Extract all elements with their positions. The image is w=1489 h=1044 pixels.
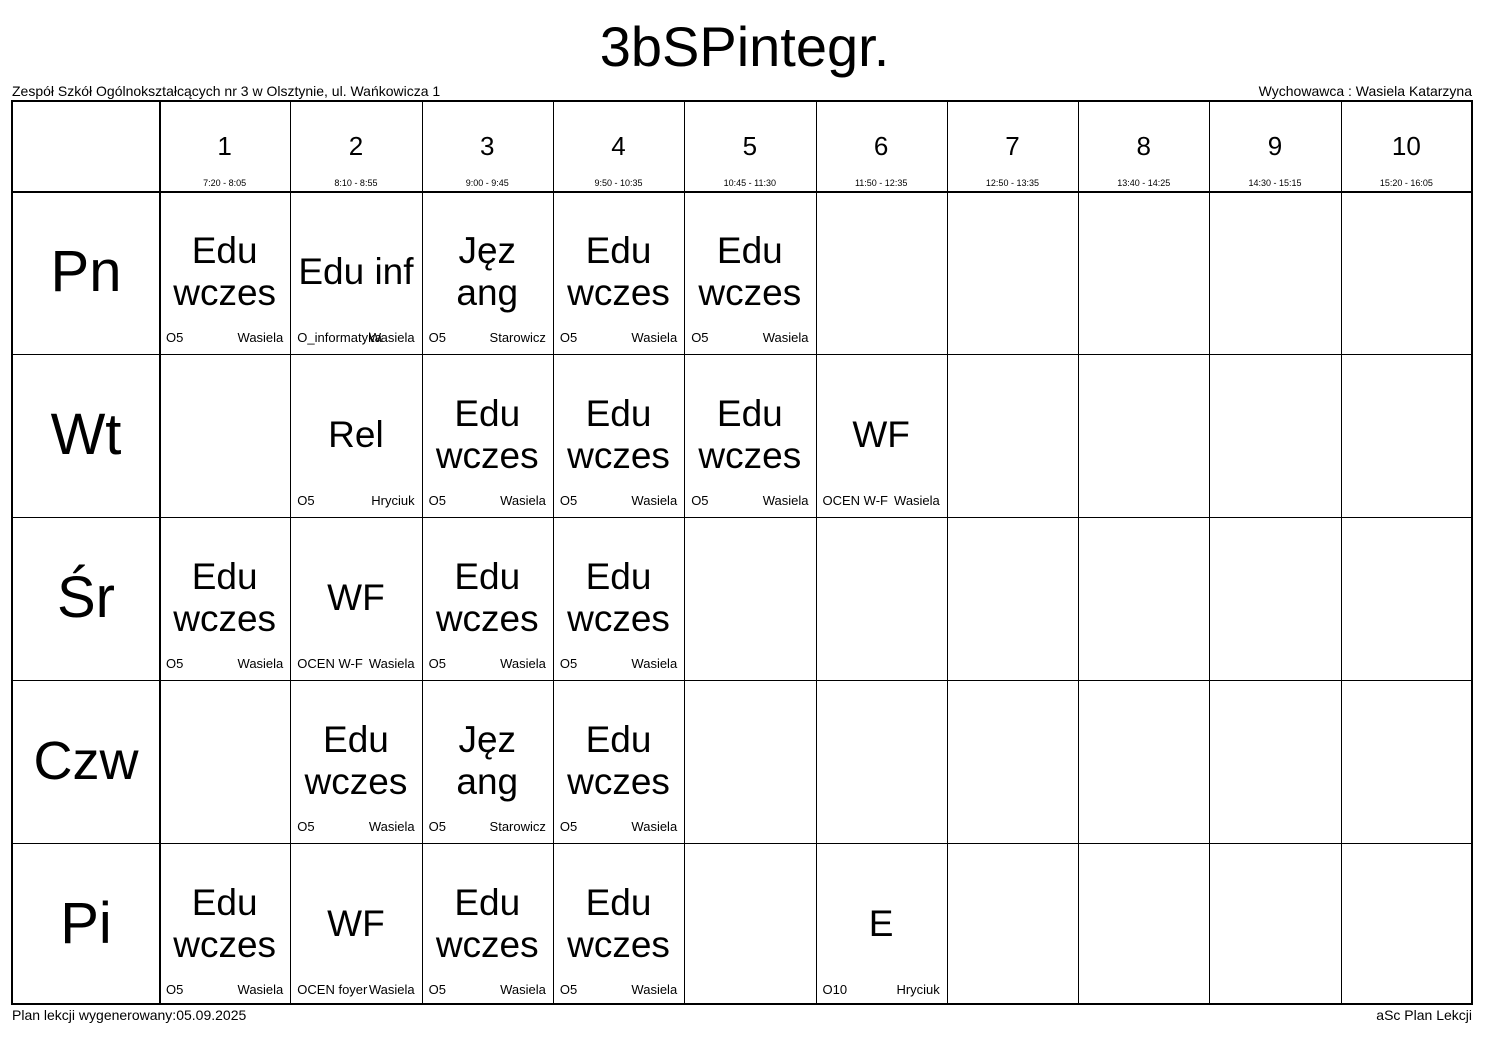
- period-number: 6: [873, 131, 889, 161]
- lesson-room: O5: [559, 819, 578, 834]
- lesson-room: OCEN W-F: [297, 656, 363, 671]
- period-time: 14:30 - 15:15: [1248, 178, 1302, 188]
- period-time: 11:50 - 12:35: [854, 178, 908, 188]
- lesson-subject: WF: [852, 414, 910, 455]
- lesson-subject: Rel: [328, 414, 384, 455]
- day-label: Czw: [33, 731, 139, 792]
- period-number: 2: [348, 131, 364, 161]
- generated-date: Plan lekcji wygenerowany:05.09.2025: [12, 1007, 247, 1023]
- period-number: 7: [1005, 131, 1020, 161]
- grid-column-line: [1209, 102, 1210, 1003]
- lesson-subject: Edu: [323, 719, 389, 760]
- lesson-subject: Edu: [585, 393, 652, 434]
- lesson-teacher: Wasiela: [500, 493, 546, 508]
- lesson-cell[interactable]: [423, 681, 552, 842]
- day-label: Pi: [60, 891, 112, 957]
- lesson-subject: Edu: [716, 230, 783, 271]
- lesson-room: O5: [691, 493, 709, 508]
- lesson-cell[interactable]: [554, 192, 683, 353]
- lesson-cell[interactable]: [685, 355, 814, 516]
- period-time: 9:00 - 9:45: [465, 178, 509, 188]
- lesson-room: OCEN W-F: [822, 493, 888, 508]
- period-number: 1: [217, 131, 232, 161]
- lesson-cell[interactable]: [160, 192, 289, 353]
- lesson-room: O_informatyka: [297, 330, 382, 345]
- lesson-room: O5: [166, 330, 184, 345]
- lesson-teacher: Hryciuk: [896, 982, 940, 997]
- period-number: 3: [480, 131, 495, 161]
- period-time: 15:20 - 16:05: [1379, 178, 1433, 188]
- lesson-cell[interactable]: [554, 681, 683, 842]
- lesson-teacher: Wasiela: [368, 819, 415, 834]
- lesson-teacher: Starowicz: [489, 330, 546, 345]
- lesson-subject: wczes: [567, 924, 670, 965]
- lesson-subject: wczes: [567, 272, 670, 313]
- lesson-subject: Jęz: [458, 230, 517, 271]
- lesson-cell[interactable]: [160, 518, 289, 679]
- lesson-room: O5: [166, 982, 184, 997]
- lesson-teacher: Wasiela: [631, 819, 678, 834]
- day-label: Pn: [50, 239, 122, 305]
- lesson-subject: Jęz: [458, 719, 517, 760]
- lesson-subject: wczes: [435, 598, 539, 639]
- period-time: 7:20 - 8:05: [203, 178, 247, 188]
- lesson-subject: Edu: [191, 882, 258, 923]
- lesson-cell[interactable]: [554, 844, 683, 1005]
- lesson-subject: wczes: [698, 435, 802, 476]
- lesson-teacher: Wasiela: [368, 982, 415, 997]
- lesson-room: O5: [297, 493, 315, 508]
- lesson-teacher: Wasiela: [368, 330, 415, 345]
- page-title: 3bSPintegr.: [599, 15, 890, 78]
- lesson-teacher: Wasiela: [237, 982, 284, 997]
- lesson-cell[interactable]: [817, 355, 946, 516]
- lesson-teacher: Wasiela: [762, 493, 809, 508]
- lesson-room: O5: [428, 982, 446, 997]
- lesson-cell[interactable]: [291, 844, 420, 1005]
- period-number: 5: [742, 131, 758, 161]
- lesson-teacher: Wasiela: [368, 656, 415, 671]
- lesson-subject: wczes: [435, 924, 539, 965]
- lesson-teacher: Wasiela: [631, 656, 678, 671]
- lesson-cell[interactable]: [423, 355, 552, 516]
- lesson-cell[interactable]: [423, 518, 552, 679]
- lesson-subject: Edu: [585, 882, 652, 923]
- lesson-subject: WF: [327, 577, 385, 618]
- lesson-cell[interactable]: [291, 355, 420, 516]
- period-time: 10:45 - 11:30: [723, 178, 777, 188]
- lesson-room: O5: [559, 493, 578, 508]
- day-label: Śr: [57, 565, 115, 631]
- lesson-teacher: Wasiela: [631, 330, 678, 345]
- period-time: 12:50 - 13:35: [985, 178, 1039, 188]
- lesson-subject: Edu: [454, 882, 521, 923]
- period-number: 4: [611, 131, 626, 161]
- app-name: aSc Plan Lekcji: [1376, 1007, 1472, 1023]
- lesson-teacher: Wasiela: [237, 330, 284, 345]
- lesson-teacher: Hryciuk: [371, 493, 415, 508]
- lesson-subject: E: [868, 903, 894, 944]
- lesson-subject: Edu inf: [298, 251, 414, 292]
- period-number: 10: [1391, 131, 1421, 161]
- grid-column-line: [947, 102, 948, 1003]
- lesson-room: O5: [428, 656, 446, 671]
- lesson-subject: Edu: [585, 230, 652, 271]
- lesson-room: O5: [559, 982, 578, 997]
- lesson-cell[interactable]: [160, 844, 289, 1005]
- period-time: 8:10 - 8:55: [334, 178, 378, 188]
- period-time: 13:40 - 14:25: [1117, 178, 1171, 188]
- lesson-subject: wczes: [173, 598, 277, 639]
- day-label: Wt: [50, 402, 122, 468]
- lesson-cell[interactable]: [685, 192, 814, 353]
- lesson-subject: wczes: [698, 272, 802, 313]
- lesson-room: O5: [691, 330, 709, 345]
- lesson-subject: wczes: [304, 761, 408, 802]
- lesson-subject: Edu: [454, 556, 521, 597]
- lesson-subject: ang: [456, 272, 519, 313]
- lesson-cell[interactable]: [554, 518, 683, 679]
- grid-row-line: [13, 680, 1471, 681]
- lesson-teacher: Wasiela: [500, 982, 546, 997]
- lesson-cell[interactable]: [423, 192, 552, 353]
- lesson-subject: wczes: [435, 435, 539, 476]
- lesson-room: O5: [428, 330, 446, 345]
- lesson-room: O5: [428, 819, 446, 834]
- lesson-subject: Edu: [191, 230, 258, 271]
- grid-column-line: [1341, 102, 1342, 1003]
- grid-column-line: [1078, 102, 1079, 1003]
- lesson-subject: Edu: [585, 556, 652, 597]
- period-number: 9: [1267, 131, 1283, 161]
- timetable-grid: [11, 100, 1473, 1005]
- lesson-subject: Edu: [716, 393, 783, 434]
- lesson-subject: ang: [456, 761, 519, 802]
- lesson-subject: Edu: [585, 719, 652, 760]
- period-number: 8: [1136, 131, 1151, 161]
- lesson-cell[interactable]: [817, 844, 946, 1005]
- period-time: 9:50 - 10:35: [594, 178, 643, 188]
- class-teacher: Wychowawca : Wasiela Katarzyna: [1258, 83, 1472, 99]
- lesson-teacher: Starowicz: [489, 819, 546, 834]
- lesson-subject: wczes: [567, 761, 670, 802]
- lesson-teacher: Wasiela: [631, 493, 678, 508]
- lesson-cell[interactable]: [291, 681, 420, 842]
- lesson-cell[interactable]: [554, 355, 683, 516]
- lesson-teacher: Wasiela: [762, 330, 809, 345]
- lesson-subject: Edu: [454, 393, 521, 434]
- lesson-subject: wczes: [173, 924, 277, 965]
- lesson-cell[interactable]: [291, 192, 420, 353]
- lesson-cell[interactable]: [291, 518, 420, 679]
- lesson-subject: Edu: [191, 556, 258, 597]
- lesson-room: O5: [428, 493, 446, 508]
- lesson-teacher: Wasiela: [894, 493, 940, 508]
- lesson-subject: wczes: [567, 435, 670, 476]
- lesson-room: O5: [297, 819, 315, 834]
- lesson-teacher: Wasiela: [237, 656, 284, 671]
- lesson-subject: WF: [327, 903, 385, 944]
- school-name: Zespół Szkół Ogólnokształcących nr 3 w Olsztynie, ul. Wańkowicza 1: [12, 83, 441, 99]
- lesson-teacher: Wasiela: [500, 656, 546, 671]
- lesson-room: OCEN foyer: [297, 982, 368, 997]
- lesson-room: O5: [166, 656, 184, 671]
- lesson-room: O5: [559, 330, 578, 345]
- lesson-teacher: Wasiela: [631, 982, 678, 997]
- lesson-room: O10: [822, 982, 848, 997]
- lesson-subject: wczes: [173, 272, 277, 313]
- lesson-room: O5: [559, 656, 578, 671]
- lesson-subject: wczes: [567, 598, 670, 639]
- lesson-cell[interactable]: [423, 844, 552, 1005]
